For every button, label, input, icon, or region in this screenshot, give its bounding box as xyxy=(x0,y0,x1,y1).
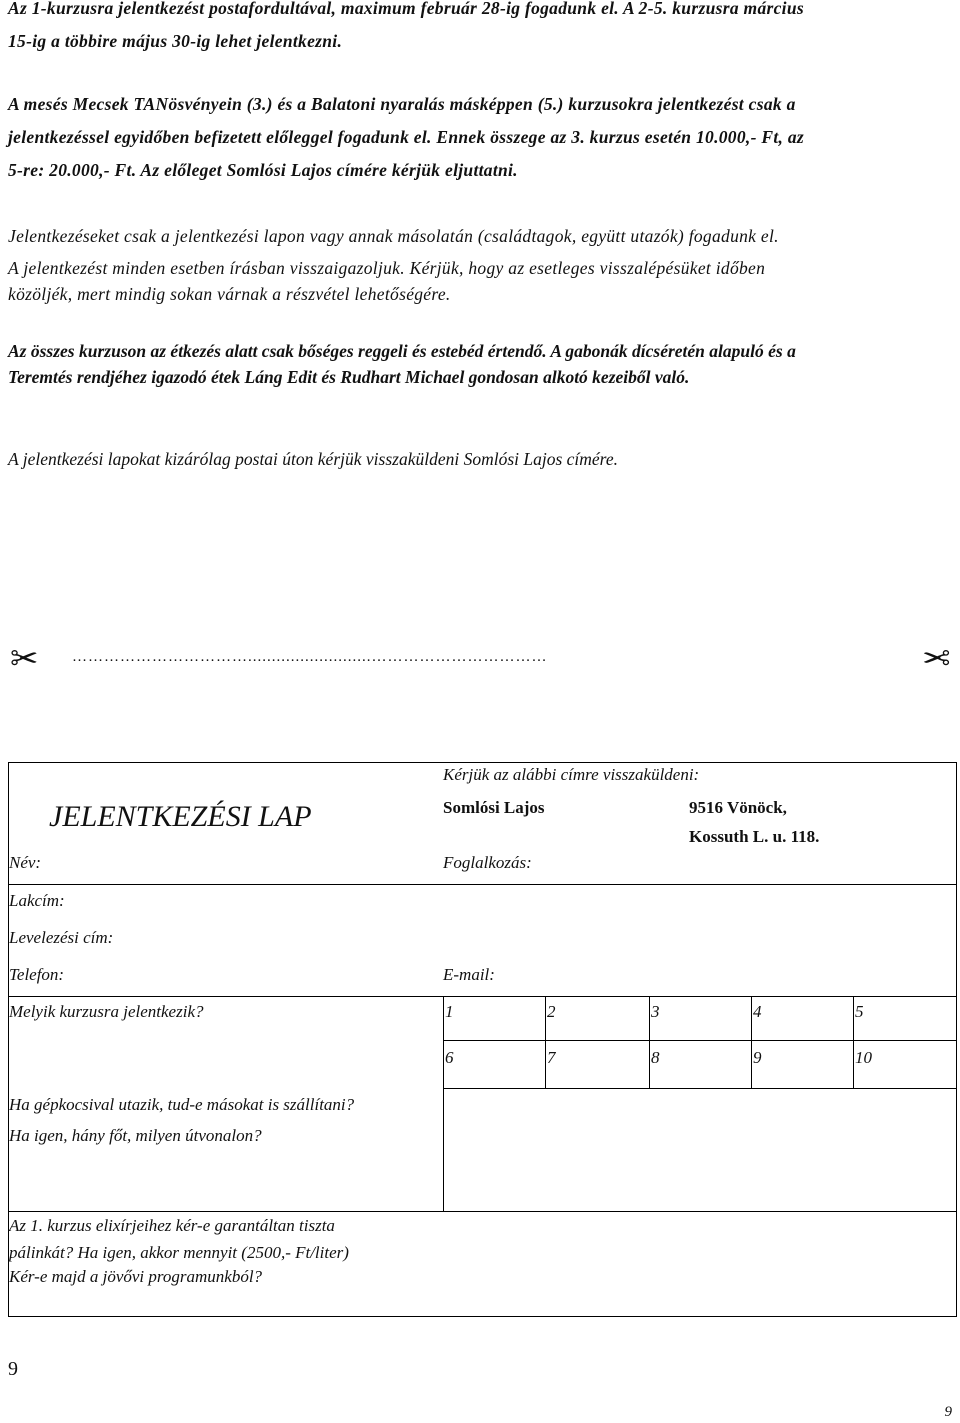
course-question: Melyik kurzusra jelentkezik? xyxy=(9,1002,204,1021)
paragraph-line: A jelentkezési lapokat kizárólag postai úton kérjük visszaküldeni Somlósi Lajos címére. xyxy=(8,449,618,469)
paragraph-line: A jelentkezést minden esetben írásban visszaigazoljuk. Kérjük, hogy az esetleges visszalépésüket időben xyxy=(8,258,766,278)
course-option[interactable]: 10 xyxy=(855,1048,872,1067)
course-option[interactable]: 4 xyxy=(753,1002,762,1021)
paragraph-line: A mesés Mecsek TANösvényein (3.) és a Balatoni nyaralás másképpen (5.) kurzusokra jelentkezést csak a xyxy=(8,94,796,114)
course-option[interactable]: 9 xyxy=(753,1048,762,1067)
page-number: 9 xyxy=(8,1358,18,1380)
return-address-line1: 9516 Vönöck, xyxy=(689,798,787,817)
page-number: 9 xyxy=(944,1404,952,1420)
paragraph-line: Az összes kurzuson az étkezés alatt csak bőséges reggeli és estebéd értendő. A gabonák dícséretén alapuló és a xyxy=(8,341,796,361)
cut-dots: ……………………………..........................…………………………… xyxy=(72,649,548,665)
paragraph-line: Teremtés rendjéhez igazodó étek Láng Edit és Rudhart Michael gondosan alkotó kezeiből való. xyxy=(8,367,690,387)
course-option[interactable]: 6 xyxy=(445,1048,454,1067)
course-option[interactable]: 3 xyxy=(651,1002,660,1021)
course-option[interactable]: 8 xyxy=(651,1048,660,1067)
palinka-question: pálinkát? Ha igen, akkor mennyit (2500,- Ft/liter) xyxy=(9,1243,349,1262)
course-option[interactable]: 1 xyxy=(445,1002,454,1021)
paragraph-line: 5-re: 20.000,- Ft. Az előleget Somlósi Lajos címére kérjük eljuttatni. xyxy=(8,160,518,180)
scissors-icon: ✂ xyxy=(10,641,39,678)
return-heading: Kérjük az alábbi címre visszaküldeni: xyxy=(443,765,700,784)
palinka-question: Kér-e majd a jövővi programunkból? xyxy=(9,1267,263,1286)
palinka-question: Az 1. kurzus elixírjeihez kér-e garantáltan tiszta xyxy=(9,1216,335,1235)
scissors-icon: ✂ xyxy=(921,641,950,678)
cut-line xyxy=(10,640,950,680)
address-label: Lakcím: xyxy=(9,891,65,910)
car-question: Ha igen, hány főt, milyen útvonalon? xyxy=(9,1126,262,1145)
paragraph-line: Jelentkezéseket csak a jelentkezési lapon vagy annak másolatán (családtagok, együtt utazók) fogadunk el. xyxy=(8,226,779,246)
paragraph-line: jelentkezéssel egyidőben befizetett előleggel fogadunk el. Ennek összege az 3. kurzus esetén 10.000,- Ft, az xyxy=(8,127,805,147)
email-label: E-mail: xyxy=(443,965,495,984)
car-question: Ha gépkocsival utazik, tud-e másokat is szállítani? xyxy=(9,1095,355,1114)
return-name: Somlósi Lajos xyxy=(443,798,545,817)
form-title: JELENTKEZÉSI LAP xyxy=(49,800,312,833)
course-option[interactable]: 5 xyxy=(855,1002,864,1021)
occupation-label: Foglalkozás: xyxy=(443,853,532,872)
mailing-address-label: Levelezési cím: xyxy=(9,928,114,947)
registration-form xyxy=(8,762,957,1317)
return-address-line2: Kossuth L. u. 118. xyxy=(689,827,820,846)
paragraph-line: Az 1-kurzusra jelentkezést postafordultával, maximum február 28-ig fogadunk el. A 2-5. kurzusra március xyxy=(8,0,804,18)
course-option[interactable]: 2 xyxy=(547,1002,556,1021)
course-option[interactable]: 7 xyxy=(547,1048,556,1067)
paragraph-line: 15-ig a többire május 30-ig lehet jelentkezni. xyxy=(8,31,343,51)
name-label: Név: xyxy=(9,853,42,872)
phone-label: Telefon: xyxy=(9,965,65,984)
paragraph-line: közöljék, mert mindig sokan várnak a részvétel lehetőségére. xyxy=(8,284,451,304)
